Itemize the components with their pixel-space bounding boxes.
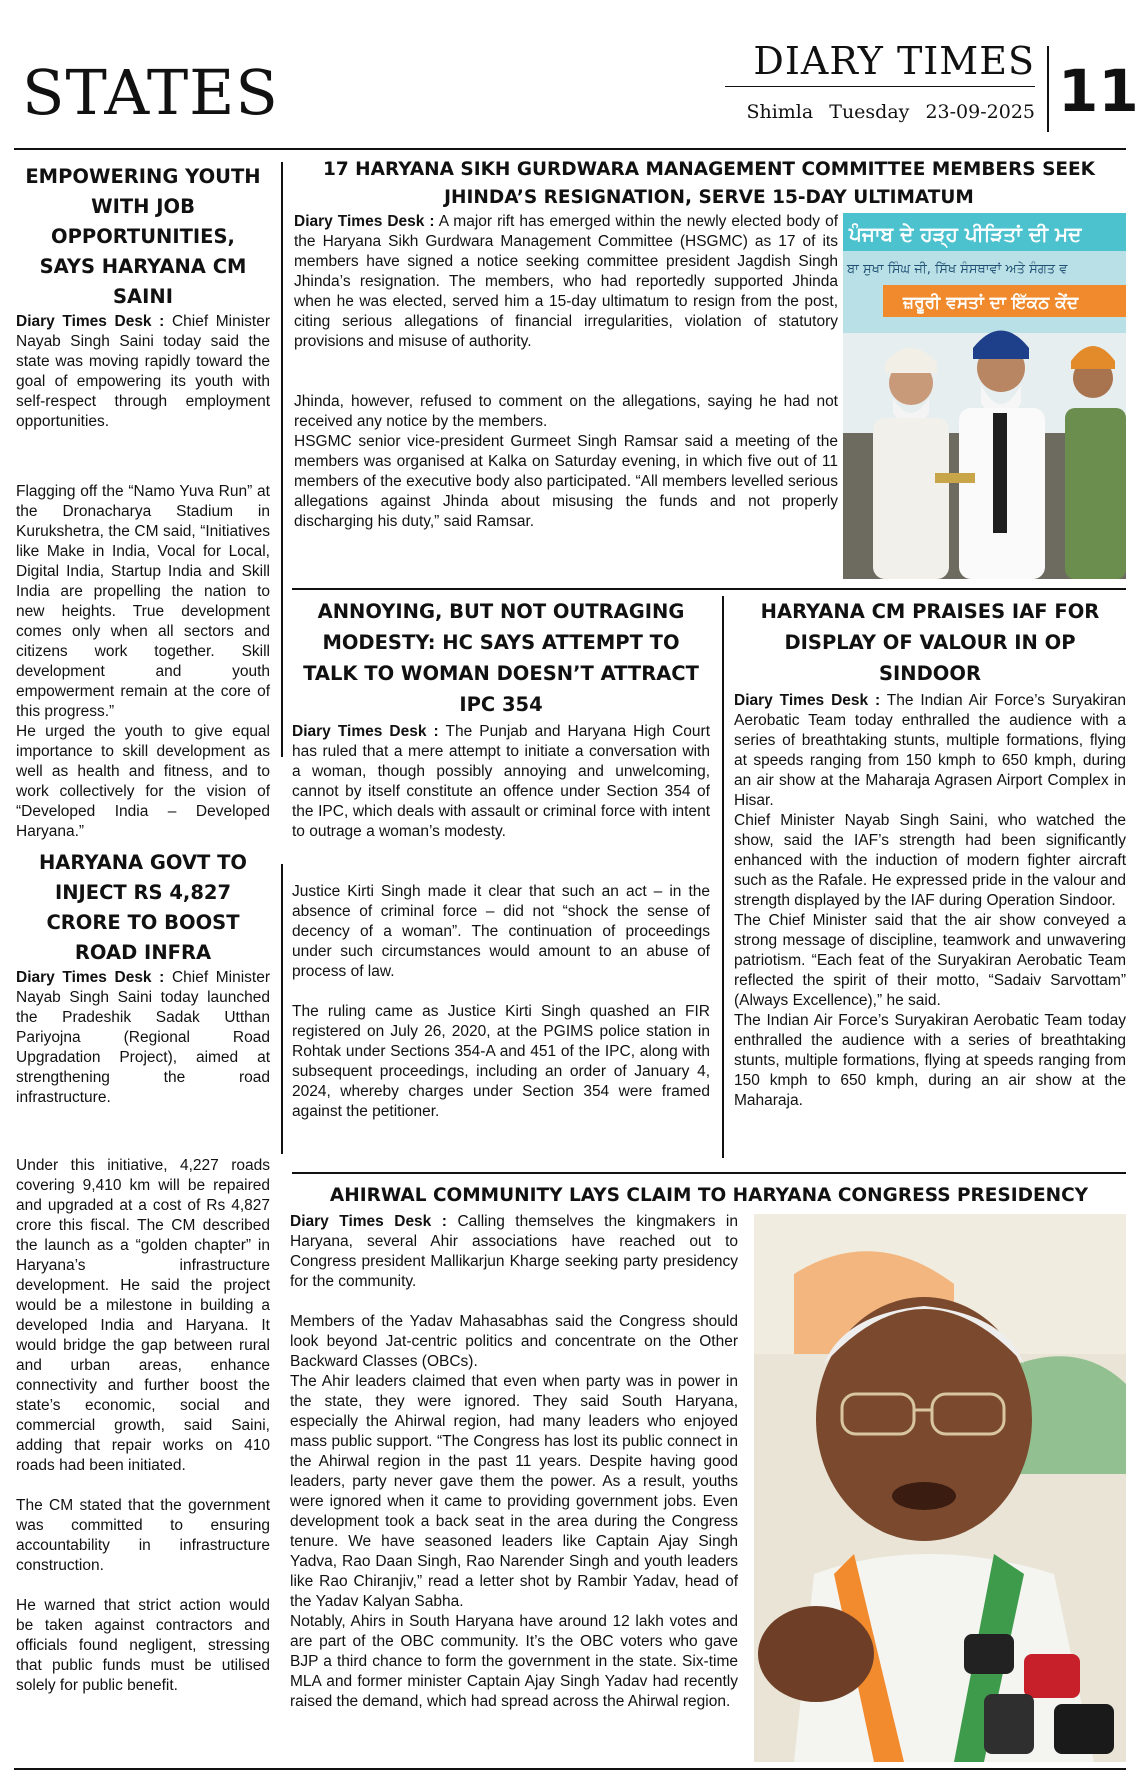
paragraph: Justice Kirti Singh made it clear that such an act – in the absence of criminal force – did not “shock the sense of decency of a woman”. The continuation of proceedings under such circumstances would amount to an abuse of process of law. (292, 883, 710, 980)
footer-rule (14, 1768, 1126, 1770)
paragraph: Under this initiative, 4,227 roads covering 9,410 km will be repaired and upgraded at a cost of Rs 4,827 crore this fiscal. The CM described the launch as a “golden chapter” in Haryana’s infrastructure development. He said the project would be a milestone in building a developed India and Haryana. It would bridge the gap between rural and urban areas, enhance connectivity and further boost the state’s economic, social and commercial growth, said Saini, adding that repair works on 410 roads had been initiated. (16, 1157, 270, 1474)
dateline (725, 101, 1035, 123)
desk-credit: Diary Times Desk : (294, 213, 435, 230)
paragraph: The CM stated that the government was committed to ensuring accountability in infrastructure construction. (16, 1497, 270, 1574)
desk-credit: Diary Times Desk : (16, 969, 165, 986)
article-modesty (292, 596, 710, 1122)
lead-ahirwal (290, 1212, 738, 1292)
section-title: STATES (22, 56, 279, 129)
lead-gurdwara (294, 212, 838, 352)
paragraph: He warned that strict action would be taken against contractors and officials found negligent, stressing that public funds must be utilised solely for public benefit. (16, 1597, 270, 1694)
desk-credit: Diary Times Desk : (16, 313, 165, 330)
paragraph: The Chief Minister said that the air show conveyed a strong message of discipline, teamwork and unwavering patriotism. “Each feat of the Suryakiran Aerobatic Team reflected the spirit of their motto, “Sadaiv Sarvottam” (Always Excellence),” he said. (734, 912, 1126, 1009)
page-number: 11 (1058, 57, 1139, 125)
lead-text: The Indian Air Force’s Suryakiran Aerobatic Team today enthralled the audience with a series of breathtaking stunts, multiple formations, flying at speeds ranging from 150 kmph to 650 kmph, during an air show at the Maharaja Agrasen Airport Complex in Hisar. (734, 692, 1126, 809)
photo-kharge (754, 1214, 1126, 1762)
headline-modesty: ANNOYING, BUT NOT OUTRAGING MODESTY: HC SAYS ATTEMPT TO TALK TO WOMAN DOESN’T ATTRACT IPC 354 (303, 600, 699, 716)
paragraph: Chief Minister Nayab Singh Saini, who watched the show, said the IAF’s strength had been significantly enhanced with the induction of modern fighter aircraft such as the Rafale. He expressed pride in the valour and strength displayed by the IAF during Operation Sindoor. (734, 812, 1126, 909)
paragraph: Notably, Ahirs in South Haryana have around 12 lakh votes and are part of the OBC community. It’s the OBC voters who gave BJP a third chance to form the government in the state. Six-time MLA and former minister Captain Ajay Singh Yadav had recently raised the demand, which had spread across the Ahirwal region. (290, 1613, 738, 1710)
headline-roads: HARYANA GOVT TO INJECT RS 4,827 CRORE TO BOOST ROAD INFRA (38, 851, 248, 964)
paragraph: He urged the youth to give equal importance to skill development as well as health and fitness, and to work collectively for the vision of “Developed India – Developed Haryana.” (16, 723, 270, 840)
lead-text: Chief Minister Nayab Singh Saini today said the state was moving rapidly toward the goal of empowering its youth with self-respect through employment opportunities. (16, 313, 270, 430)
section-rule (292, 588, 1126, 590)
paragraph: HSGMC senior vice-president Gurmeet Singh Ramsar said a meeting of the members was organised at Kalka on Saturday evening, in which five out of 11 members of the executive body also participated. “All members levelled serious allegations against Jhinda about misusing the funds and not properly discharging his duty,” said Ramsar. (294, 433, 838, 530)
dateline-city: Shimla (746, 101, 814, 123)
column-divider (722, 596, 724, 1158)
paragraph: The ruling came as Justice Kirti Singh quashed an FIR registered on July 26, 2020, at the PGIMS police station in Rohtak under Sections 354-A and 451 of the IPC, along with subsequent proceedings, including an order of January 4, 2024, whereby charges under Section 354 were framed against the petitioner. (292, 1003, 710, 1120)
dateline-date: 23-09-2025 (925, 101, 1035, 123)
lead-youth (16, 312, 270, 432)
masthead-rule (725, 86, 1035, 87)
column-divider (281, 162, 283, 757)
kharge-photo-illustration (754, 1214, 1126, 1762)
banner-line-3: ਜ਼ਰੂਰੀ ਵਸਤਾਂ ਦਾ ਇੱਕਠ ਕੇਂਦ (903, 293, 1079, 313)
lead-text: Calling themselves the kingmakers in Haryana, several Ahir associations have reached out to Congress president Mallikarjun Kharge seeking party presidency for the community. (290, 1213, 738, 1290)
article-iaf (734, 596, 1126, 1111)
paper-name: DIARY TIMES (753, 39, 1035, 83)
headline-iaf: HARYANA CM PRAISES IAF FOR DISPLAY OF VALOUR IN OP SINDOOR (760, 600, 1100, 685)
dateline-day: Tuesday (829, 101, 910, 123)
headline-youth: EMPOWERING YOUTH WITH JOB OPPORTUNITIES, SAYS HARYANA CM SAINI (25, 165, 261, 308)
banner-line-1: ਪੰਜਾਬ ਦੇ ਹੜ੍ਹ ਪੀੜਿਤਾਂ ਦੀ ਮਦ (849, 222, 1082, 246)
article-ahirwal (292, 1182, 1126, 1210)
masthead (725, 39, 1035, 123)
article-roads (14, 848, 272, 1696)
column-divider (281, 864, 283, 1154)
article-gurdwara (292, 156, 1126, 212)
body-gurdwara (294, 212, 838, 532)
left-column (14, 162, 272, 1696)
gurdwara-photo-illustration (843, 213, 1126, 579)
desk-credit: Diary Times Desk : (290, 1213, 447, 1230)
headline-ahirwal: AHIRWAL COMMUNITY LAYS CLAIM TO HARYANA CONGRESS PRESIDENCY (329, 1185, 1089, 1206)
lead-modesty (292, 722, 710, 842)
section-rule (292, 1172, 1126, 1174)
paragraph: The Indian Air Force’s Suryakiran Aerobatic Team today enthralled the audience with a series of breathtaking stunts, multiple formations, flying at speeds ranging from 150 kmph to 650 kmph, during an air show at the Maharaja. (734, 1012, 1126, 1109)
banner-line-2: ਬਾ ਸੁਖਾ ਸਿੰਘ ਜੀ, ਸਿੱਖ ਸੰਸਥਾਵਾਂ ਅਤੇ ਸੰਗਤ ਵ (847, 262, 1068, 277)
article-youth (14, 162, 272, 842)
paragraph: Flagging off the “Namo Yuva Run” at the Dronacharya Stadium in Kurukshetra, the CM said, “Initiatives like Make in India, Vocal for Local, Digital India, Startup India and Skill India are propelling the nation to new heights. True development comes only when all sectors and citizens work together. Skill development and youth empowerment remain at the core of this progress.” (16, 483, 270, 720)
lead-roads (16, 968, 270, 1108)
lead-text: The Punjab and Haryana High Court has ruled that a mere attempt to initiate a conversation with a woman, though possibly annoying and unwelcoming, cannot by itself constitute an offence under Section 354 of the IPC, which deals with assault or criminal force with intent to outrage a woman’s modesty. (292, 723, 711, 840)
headline-gurdwara: 17 HARYANA SIKH GURDWARA MANAGEMENT COMMITTEE MEMBERS SEEK JHINDA’S RESIGNATION, SERVE 15-DAY ULTIMATUM (322, 159, 1096, 208)
lead-iaf (734, 691, 1126, 811)
desk-credit: Diary Times Desk : (292, 723, 439, 740)
header-rule (14, 148, 1126, 150)
lead-text: Chief Minister Nayab Singh Saini today launched the Pradeshik Sadak Utthan Pariyojna (Regional Road Upgradation Project), aimed at strengthening the road infrastructure. (16, 969, 270, 1106)
body-ahirwal (290, 1212, 738, 1712)
page-number-divider (1047, 46, 1049, 132)
paragraph: The Ahir leaders claimed that even when party was in power in the state, they were ignored. They said South Haryana, especially the Ahirwal region, had many leaders who enjoyed mass public support. “The Congress has lost its public connect in the Ahirwal region in the past 11 years. Despite having good leaders, party never gave them the power. As a result, youths were ignored when it came to providing government jobs. Even development took a back seat in the area during the Congress tenure. We have seasoned leaders like Captain Ajay Singh Yadva, Rao Daan Singh, Rao Narender Singh and youth leaders like Rao Chiranjiv,” read a letter shot by Rambir Yadav, head of the Yadav Kalyan Sabha. (290, 1373, 738, 1610)
paragraph: Jhinda, however, refused to comment on the allegations, saying he had not received any notice by the members. (294, 393, 838, 430)
desk-credit: Diary Times Desk : (734, 692, 881, 709)
paragraph: Members of the Yadav Mahasabhas said the Congress should look beyond Jat-centric politics and concentrate on the Other Backward Classes (OBCs). (290, 1313, 738, 1370)
lead-text: A major rift has emerged within the newly elected body of the Haryana Sikh Gurdwara Management Committee (HSGMC) as 17 of its members have signed a notice seeking committee president Jagdish Singh Jhinda’s resignation. The members, who had reportedly supported Jhinda when he was elected, served him a 15-day ultimatum to resign from the post, citing serious allegations of financial irregularities, violation of statutory provisions and misuse of authority. (294, 213, 839, 350)
photo-gurdwara-event (843, 213, 1126, 579)
